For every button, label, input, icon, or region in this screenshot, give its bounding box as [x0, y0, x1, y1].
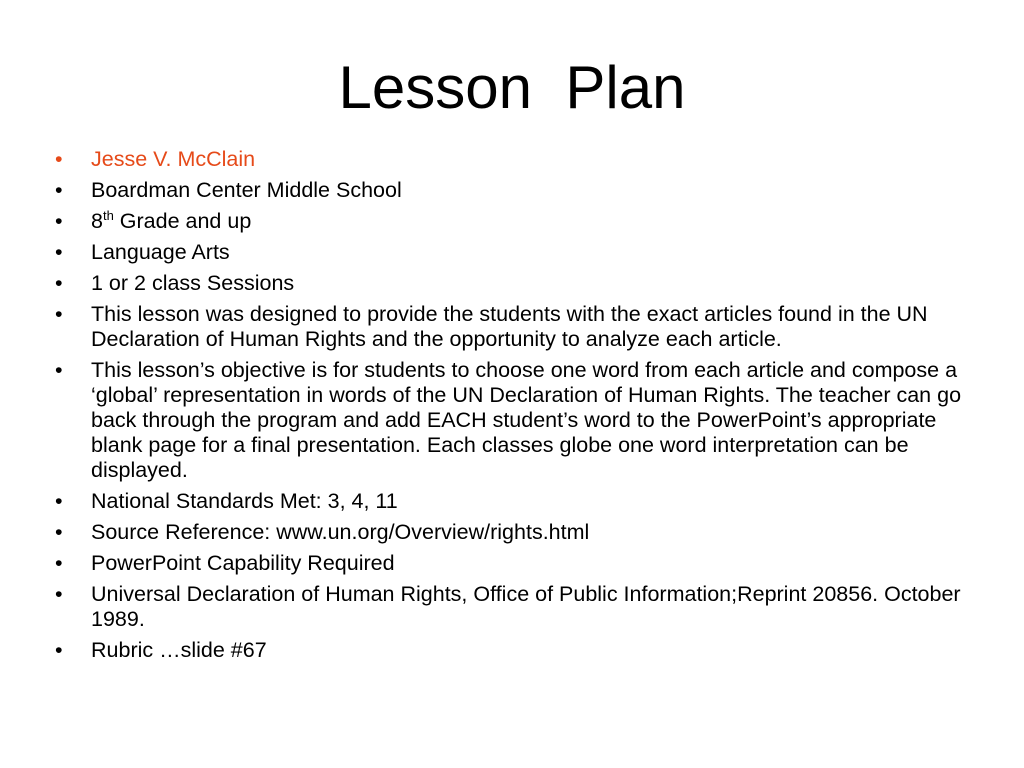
bullet-text: Rubric …slide #67	[91, 638, 267, 662]
bullet-list	[52, 147, 972, 669]
bullet-item-reference	[52, 582, 972, 632]
bullet-item-objective	[52, 358, 972, 483]
bullet-icon: •	[55, 209, 63, 233]
bullet-text-grade-suffix: th	[102, 208, 114, 223]
bullet-item-subject	[52, 240, 972, 265]
bullet-icon: •	[55, 240, 63, 264]
slide-title: Lesson Plan	[338, 54, 686, 121]
bullet-text: PowerPoint Capability Required	[91, 551, 395, 575]
bullet-icon: •	[55, 520, 63, 544]
bullet-item-author	[52, 147, 972, 172]
bullet-text-grade-number: 8	[91, 209, 103, 233]
bullet-icon: •	[55, 147, 63, 171]
bullet-item-school	[52, 178, 972, 203]
bullet-text: Jesse V. McClain	[91, 147, 256, 171]
bullet-text: National Standards Met: 3, 4, 11	[91, 489, 398, 513]
bullet-item-standards	[52, 489, 972, 514]
bullet-text: 1 or 2 class Sessions	[91, 271, 295, 295]
bullet-text-grade-rest: Grade and up	[113, 209, 252, 233]
bullet-icon: •	[55, 489, 63, 513]
bullet-icon: •	[55, 178, 63, 202]
bullet-icon: •	[55, 551, 63, 575]
bullet-icon: •	[55, 582, 63, 606]
bullet-item-requirements	[52, 551, 972, 576]
bullet-text: This lesson’s objective is for students to choose one word from each article and compose a ‘global’ representation in words of the UN Declaration of Human Rights. The teacher can go back through the program and add EACH student’s word to the PowerPoint’s appropriate blank page for a final presentation. Each classes globe one word interpretation can be displayed.	[91, 358, 962, 482]
bullet-item-sessions	[52, 271, 972, 296]
bullet-item-grade	[52, 209, 972, 234]
bullet-item-source	[52, 520, 972, 545]
bullet-item-description	[52, 302, 972, 352]
bullet-icon: •	[55, 302, 63, 326]
bullet-text: Language Arts	[91, 240, 230, 264]
bullet-icon: •	[55, 271, 63, 295]
bullet-icon: •	[55, 638, 63, 662]
bullet-icon: •	[55, 358, 63, 382]
bullet-text: This lesson was designed to provide the students with the exact articles found in the UN Declaration of Human Rights and the opportunity to analyze each article.	[91, 302, 928, 351]
bullet-text: Universal Declaration of Human Rights, Office of Public Information;Reprint 20856. October 1989.	[91, 582, 961, 631]
bullet-item-rubric	[52, 638, 972, 663]
bullet-text: Boardman Center Middle School	[91, 178, 402, 202]
bullet-text: Source Reference: www.un.org/Overview/rights.html	[91, 520, 590, 544]
